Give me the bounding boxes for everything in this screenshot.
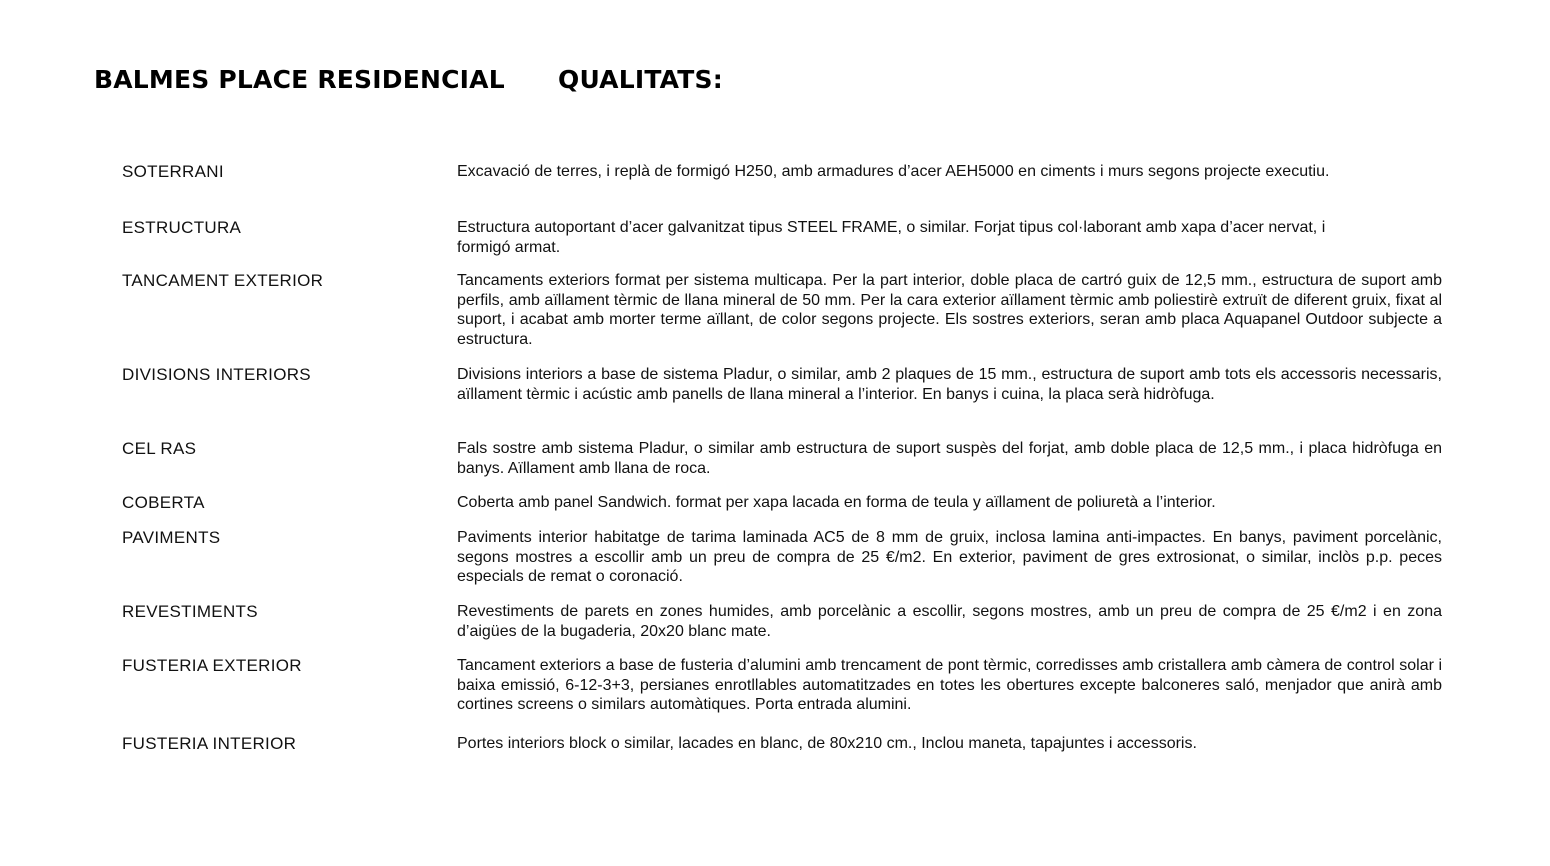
quality-label: PAVIMENTS	[122, 528, 221, 547]
quality-description: Tancaments exteriors format per sistema multicapa. Per la part interior, doble placa de cartró guix de 12,5 mm., estructura de suport amb perfils, amb aïllament tèrmic de llana mineral de 50 mm. Per la cara exterior aïllament tèrmic amb poliestirè extruït de diferent gruix, fixat al suport, i acabat amb morter terme aïllant, de color segons projecte. Els sostres exteriors, seran amb placa Aquapanel Outdoor subjecte a estructura.	[457, 272, 1442, 348]
section-title: QUALITATS:	[558, 65, 723, 94]
quality-label: REVESTIMENTS	[122, 602, 258, 621]
quality-label: DIVISIONS INTERIORS	[122, 365, 311, 384]
quality-label: SOTERRANI	[122, 162, 224, 181]
quality-description: Coberta amb panel Sandwich. format per xapa lacada en forma de teula y aïllament de poliuretà a l’interior.	[457, 494, 1216, 511]
quality-label: CEL RAS	[122, 439, 197, 458]
quality-label: FUSTERIA EXTERIOR	[122, 656, 302, 675]
quality-description: Revestiments de parets en zones humides, amb porcelànic a escollir, segons mostres, amb un preu de compra de 25 €/m2 i en zona d’aigües de la bugaderia, 20x20 blanc mate.	[457, 603, 1442, 640]
quality-description: Tancament exteriors a base de fusteria d’alumini amb trencament de pont tèrmic, corredisses amb cristallera amb càmera de control solar i baixa emissió, 6-12-3+3, persianes enrotllables automatitzades en totes les obertures excepte balconeres saló, menjador que anirà amb cortines screens o similars automàtiques. Porta entrada alumini.	[457, 657, 1442, 713]
header	[94, 64, 994, 100]
quality-description: Paviments interior habitatge de tarima laminada AC5 de 8 mm de gruix, inclosa lamina anti-impactes. En banys, paviment porcelànic, segons mostres a escollir amb un preu de compra de 25 €/m2. En exterior, paviment de gres extrosionat, o similar, inclòs p.p. peces especials de remat o coronació.	[457, 529, 1442, 585]
quality-label: ESTRUCTURA	[122, 218, 242, 237]
quality-label: FUSTERIA INTERIOR	[122, 734, 297, 753]
quality-description: Excavació de terres, i replà de formigó H250, amb armadures d’acer AEH5000 en ciments i murs segons projecte executiu.	[457, 163, 1330, 180]
quality-description: Portes interiors block o similar, lacades en blanc, de 80x210 cm., Inclou maneta, tapajuntes i accessoris.	[457, 735, 1197, 752]
quality-description: Divisions interiors a base de sistema Pladur, o similar, amb 2 plaques de 15 mm., estructura de suport amb tots els accessoris necessaris, aïllament tèrmic i acústic amb panells de llana mineral a l’interior. En banys i cuina, la placa serà hidròfuga.	[457, 366, 1442, 403]
quality-description: Fals sostre amb sistema Pladur, o similar amb estructura de suport suspès del forjat, amb doble placa de 12,5 mm., i placa hidròfuga en banys. Aïllament amb llana de roca.	[457, 440, 1442, 477]
quality-description: Estructura autoportant d’acer galvanitzat tipus STEEL FRAME, o similar. Forjat tipus col·laborant amb xapa d’acer nervat, i formigó armat.	[457, 219, 1326, 256]
quality-label: TANCAMENT EXTERIOR	[122, 271, 324, 290]
project-title: BALMES PLACE RESIDENCIAL	[94, 65, 505, 94]
quality-label: COBERTA	[122, 493, 205, 512]
